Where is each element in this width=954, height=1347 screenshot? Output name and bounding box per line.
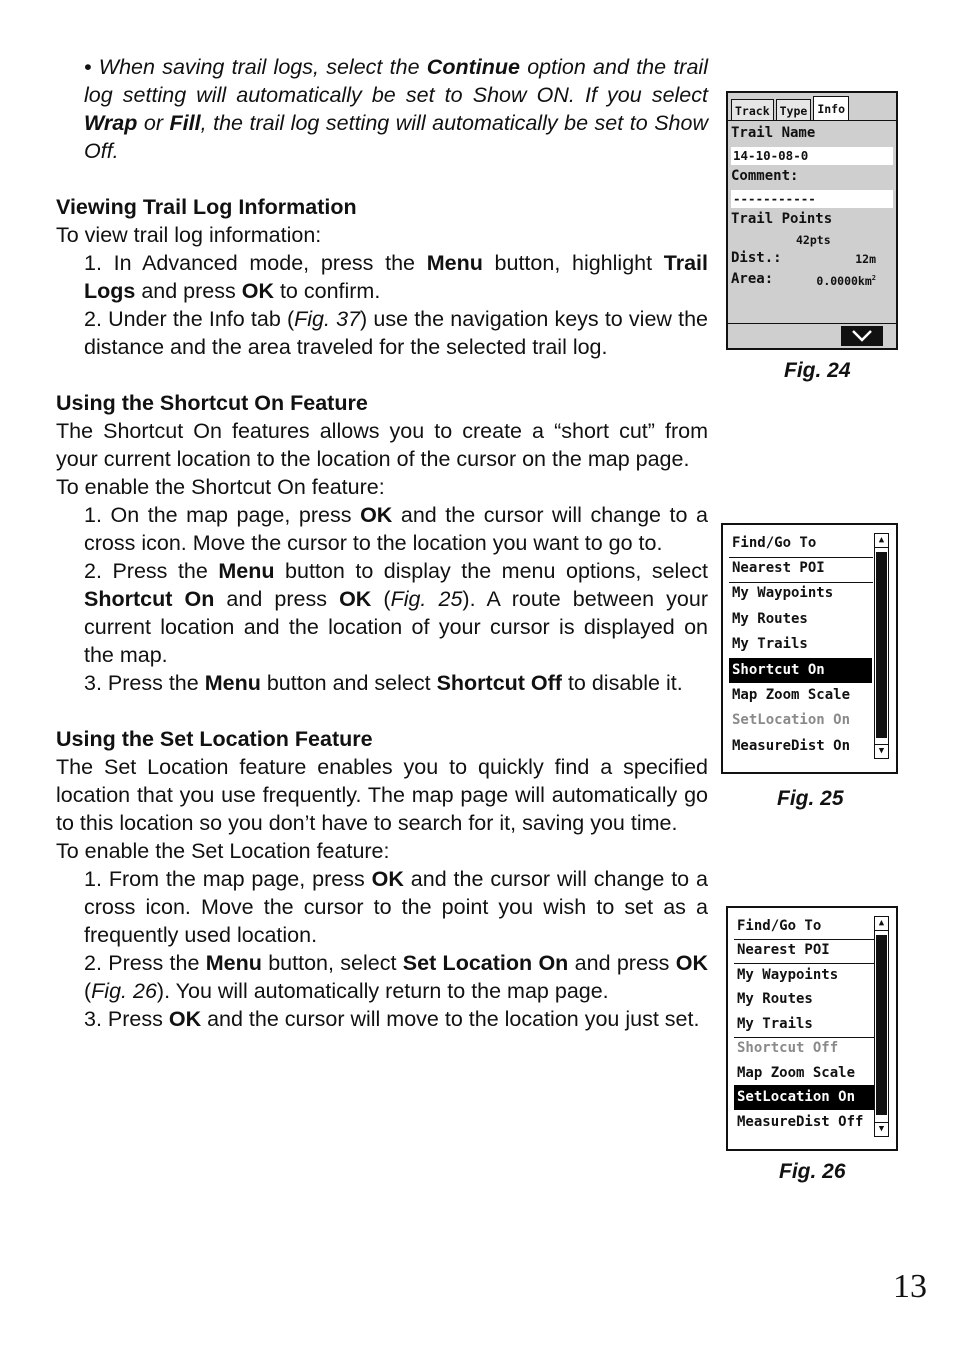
section-heading-shortcut: Using the Shortcut On Feature (56, 391, 368, 415)
setlocation-step-3: 3. Press OK and the cursor will move to the location you just set. (84, 1007, 700, 1031)
trail-name-label: Trail Name (731, 125, 816, 141)
section-heading-viewing: Viewing Trail Log Information (56, 195, 357, 219)
menu-item-find-go-to[interactable]: Find/Go To (737, 918, 822, 934)
menu-item-my-waypoints[interactable]: My Waypoints (737, 967, 839, 983)
ok-button[interactable] (841, 326, 883, 346)
tab-divider (728, 120, 896, 121)
tab-track[interactable]: Track (731, 99, 774, 120)
menu-item-shortcut-off[interactable]: Shortcut Off (737, 1040, 839, 1056)
fig24-tab-bar (731, 96, 849, 120)
comment-field[interactable]: ----------- (731, 190, 893, 208)
intro-note: • When saving trail logs, select the Continue option and the trail log setting will automatically be set to Show ON. If you select Wrap or Fill, the trail log setting will automatically be set to Show Off. (84, 55, 708, 163)
section-heading-setlocation: Using the Set Location Feature (56, 727, 373, 751)
dist-label: Dist.: (731, 250, 782, 266)
page-number: 13 (893, 1268, 927, 1305)
trail-points-label: Trail Points (731, 211, 833, 227)
setlocation-lead: To enable the Set Location feature: (56, 839, 390, 863)
area-value: $0.0000km^2$ (816, 274, 876, 288)
menu-item-find-go-to[interactable]: Find/Go To (732, 535, 817, 551)
setlocation-step-1: 1. From the map page, press OK and the cursor will change to a cross icon. Move the cursor to the point you wish to set as a frequently used location. (84, 867, 708, 947)
viewing-lead: To view trail log information: (56, 223, 322, 247)
menu-item-shortcut-on[interactable]: Shortcut On (729, 658, 872, 683)
shortcut-step-1: 1. On the map page, press OK and the cursor will change to a cross icon. Move the cursor to the location you want to go to. (84, 503, 708, 555)
fig25-menu-screen (721, 523, 898, 774)
main-text (56, 53, 708, 1033)
scroll-up-icon[interactable]: ▲ (874, 533, 889, 548)
viewing-step-1: 1. In Advanced mode, press the Menu button, highlight Trail Logs and press OK to confirm. (84, 251, 708, 303)
scroll-thumb[interactable] (876, 552, 887, 738)
menu-item-my-routes[interactable]: My Routes (737, 991, 813, 1007)
menu-item-map-zoom-scale[interactable]: Map Zoom Scale (732, 687, 851, 703)
menu-item-measuredist-on[interactable]: MeasureDist On (732, 738, 851, 754)
tab-type[interactable]: Type (776, 99, 812, 120)
shortcut-description: The Shortcut On features allows you to create a “short cut” from your current location to the location of the cursor on the map page. (56, 419, 708, 471)
menu-item-setlocation-on[interactable]: SetLocation On (732, 712, 851, 728)
fig26-caption: Fig. 26 (779, 1160, 846, 1183)
scroll-down-icon[interactable]: ▼ (874, 744, 889, 759)
setlocation-step-2: 2. Press the Menu button, select Set Location On and press OK (Fig. 26). You will automatically return to the map page. (84, 951, 708, 1003)
scroll-up-icon[interactable]: ▲ (874, 916, 889, 931)
fig25-caption: Fig. 25 (777, 787, 844, 810)
menu-item-map-zoom-scale[interactable]: Map Zoom Scale (737, 1065, 856, 1081)
menu-item-measuredist-off[interactable]: MeasureDist Off (737, 1114, 864, 1130)
tab-info[interactable]: Info (813, 96, 849, 120)
fig24-trail-info-screen (726, 91, 898, 350)
fig24-caption: Fig. 24 (784, 359, 851, 382)
shortcut-step-2: 2. Press the Menu button to display the menu options, select Shortcut On and press OK (Fig. 25). A route between your current location and the location of your cursor is displayed on the map. (84, 559, 708, 667)
menu-item-setlocation-on[interactable]: SetLocation On (734, 1085, 877, 1110)
dist-value: 12m (855, 252, 876, 266)
trail-name-field[interactable]: 14-10-08-0 (731, 147, 893, 165)
setlocation-description: The Set Location feature enables you to quickly find a specified location that you use frequently. The map page will automatically go to this location so you don’t have to search for it, saving you time. (56, 755, 708, 835)
shortcut-lead: To enable the Shortcut On feature: (56, 475, 385, 499)
menu-item-my-routes[interactable]: My Routes (732, 611, 808, 627)
area-label: Area: (731, 271, 774, 287)
menu-item-nearest-poi[interactable]: Nearest POI (737, 942, 830, 958)
check-icon (841, 326, 883, 346)
bottom-divider (728, 323, 896, 324)
menu-item-my-waypoints[interactable]: My Waypoints (732, 585, 834, 601)
shortcut-step-3: 3. Press the Menu button and select Shortcut Off to disable it. (84, 671, 683, 695)
trail-points-value: 42pts (796, 233, 831, 247)
viewing-step-2: 2. Under the Info tab (Fig. 37) use the navigation keys to view the distance and the area traveled for the selected trail log. (84, 307, 708, 359)
scrollbar[interactable] (874, 916, 889, 1137)
scroll-thumb[interactable] (876, 935, 887, 1115)
fig26-menu-screen (726, 906, 898, 1151)
menu-item-my-trails[interactable]: My Trails (737, 1016, 813, 1032)
comment-label: Comment: (731, 168, 799, 184)
menu-item-nearest-poi[interactable]: Nearest POI (732, 560, 825, 576)
menu-item-my-trails[interactable]: My Trails (732, 636, 808, 652)
scroll-down-icon[interactable]: ▼ (874, 1122, 889, 1137)
scrollbar[interactable] (874, 533, 889, 759)
